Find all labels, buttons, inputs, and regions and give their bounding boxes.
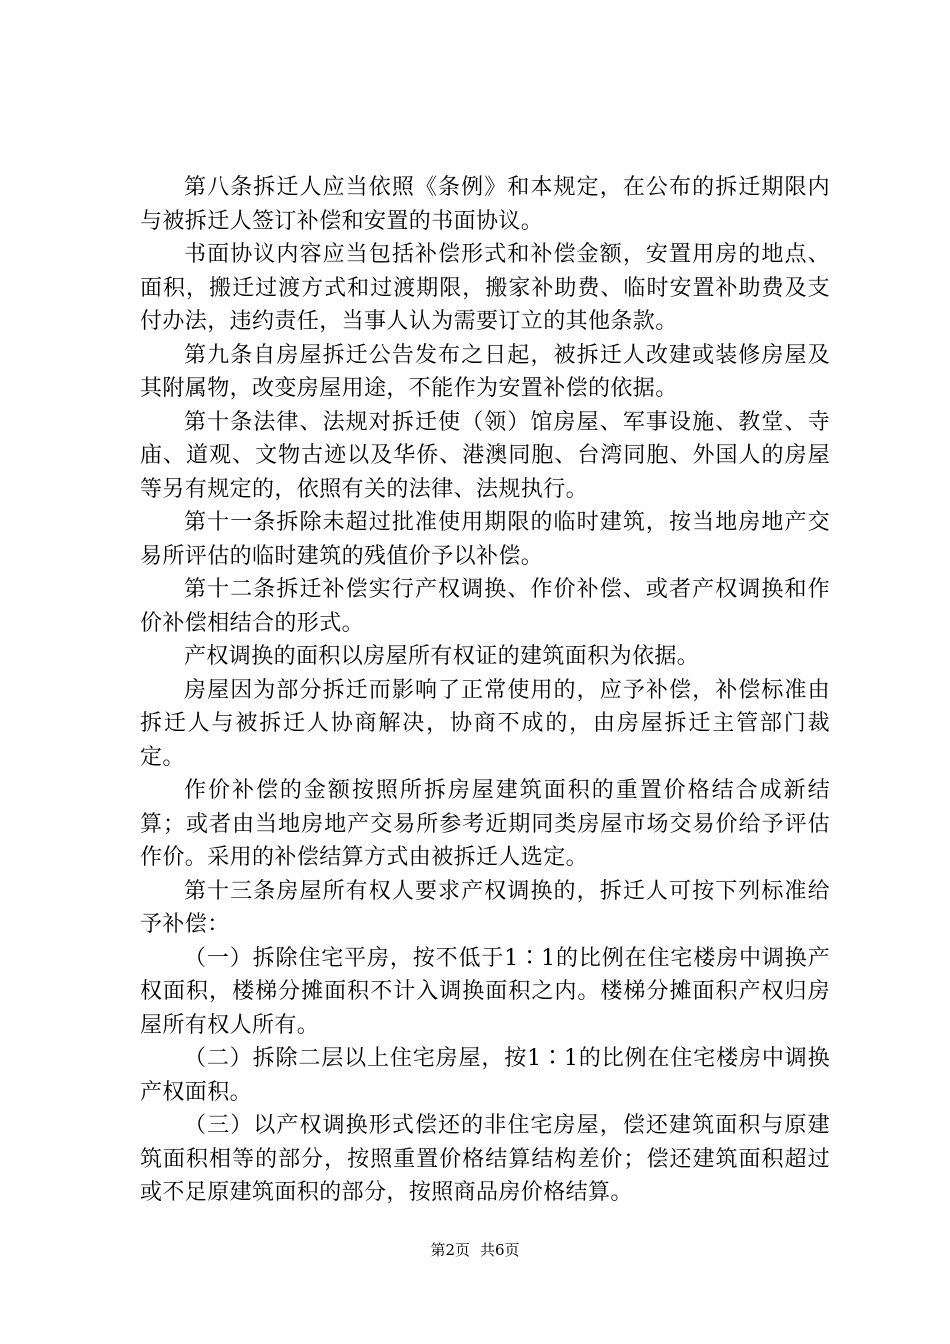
paragraph-valuation: 作价补偿的金额按照所拆房屋建筑面积的重置价格结合成新结算；或者由当地房地产交易所参考近期同类房屋市场交易价给予评估作价。采用的补偿结算方式由被拆迁人选定。: [140, 778, 830, 870]
paragraph-agreement-content: 书面协议内容应当包括补偿形式和补偿金额，安置用房的地点、面积，搬迁过渡方式和过渡期限，搬家补助费、临时安置补助费及支付办法，违约责任，当事人认为需要订立的其他条款。: [140, 242, 830, 334]
paragraph-article-11: 第十一条拆除未超过批准使用期限的临时建筑，按当地房地产交易所评估的临时建筑的残值价予以补偿。: [140, 510, 830, 569]
paragraph-article-9: 第九条自房屋拆迁公告发布之日起，被拆迁人改建或装修房屋及其附属物，改变房屋用途，不能作为安置补偿的依据。: [140, 342, 830, 401]
paragraph-item-1: （一）拆除住宅平房，按不低于1∶1的比例在住宅楼房中调换产权面积，楼梯分摊面积不计入调换面积之内。楼梯分摊面积产权归房屋所有权人所有。: [140, 945, 830, 1038]
paragraph-article-12: 第十二条拆迁补偿实行产权调换、作价补偿、或者产权调换和作价补偿相结合的形式。: [140, 577, 830, 636]
page-number-total: 共6页: [480, 1241, 520, 1259]
paragraph-article-13: 第十三条房屋所有权人要求产权调换的，拆迁人可按下列标准给予补偿：: [140, 878, 830, 937]
paragraph-article-10: 第十条法律、法规对拆迁使（领）馆房屋、军事设施、教堂、寺庙、道观、文物古迹以及华侨、港澳同胞、台湾同胞、外国人的房屋等另有规定的，依照有关的法律、法规执行。: [140, 409, 830, 502]
paragraph-item-2: （二）拆除二层以上住宅房屋，按1∶1的比例在住宅楼房中调换产权面积。: [140, 1046, 830, 1105]
page-footer: [0, 1240, 950, 1260]
paragraph-item-3: （三）以产权调换形式偿还的非住宅房屋，偿还建筑面积与原建筑面积相等的部分，按照重置价格结算结构差价；偿还建筑面积超过或不足原建筑面积的部分，按照商品房价格结算。: [140, 1113, 830, 1205]
paragraph-area-basis: 产权调换的面积以房屋所有权证的建筑面积为依据。: [184, 644, 700, 669]
paragraph-partial-demolition: 房屋因为部分拆迁而影响了正常使用的，应予补偿，补偿标准由拆迁人与被拆迁人协商解决，协商不成的，由房屋拆迁主管部门裁定。: [140, 677, 830, 770]
page-number-current: 第2页: [430, 1241, 470, 1259]
paragraph-article-8: 第八条拆迁人应当依照《条例》和本规定，在公布的拆迁期限内与被拆迁人签订补偿和安置的书面协议。: [140, 175, 830, 234]
document-body: [140, 171, 830, 1210]
